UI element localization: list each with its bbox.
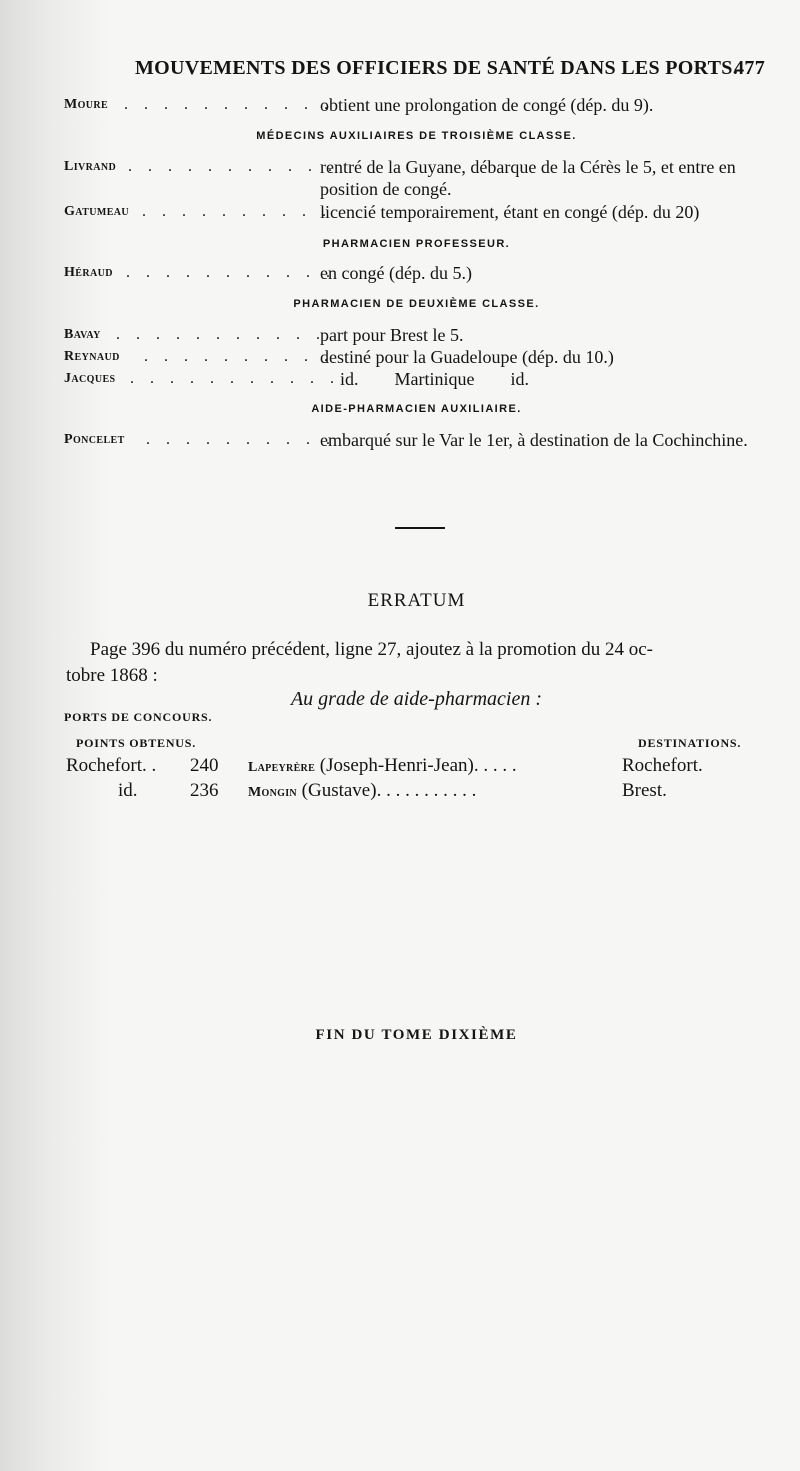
candidate-name: Lapeyrère [248, 760, 316, 775]
officer-name: Livrand [64, 159, 117, 174]
points-cell: 236 [190, 780, 219, 801]
entry-text: en congé (dép. du 5.) [320, 263, 472, 283]
leader-dots: . . . . . . . . . . . [116, 326, 326, 343]
entry-text: id. Martinique id. [340, 369, 529, 389]
page-number: 477 [734, 57, 765, 79]
candidate-given-names: (Joseph-Henri-Jean). . . . . [319, 755, 517, 776]
port-cell: Rochefort. . [66, 755, 157, 776]
officer-name: Reynaud [64, 349, 120, 364]
candidate-given-names: (Gustave). . . . . . . . . . . [301, 780, 477, 801]
entry-text: obtient une prolongation de congé (dép. du 9). [320, 95, 654, 115]
section-divider [395, 527, 445, 529]
candidate-cell [248, 755, 517, 777]
grade-heading: Au grade de aide-pharmacien : [290, 688, 543, 710]
leader-dots: . . . . . . . . . . . [128, 158, 338, 175]
leader-dots: . . . . . . . . . . [142, 203, 332, 220]
entry-text: licencié temporairement, étant en congé (dép. du 20) [320, 202, 700, 222]
entry-text: rentré de la Guyane, débarque de la Cérès le 5, et entre en position de congé. [320, 157, 736, 199]
section-heading: PHARMACIEN PROFESSEUR. [322, 238, 511, 250]
entry-text: embarqué sur le Var le 1er, à destination de la Cochinchine. [320, 430, 748, 450]
entry-text: destiné pour la Guadeloupe (dép. du 10.) [320, 347, 614, 367]
officer-name: Bavay [64, 327, 101, 342]
officer-name: Moure [64, 97, 109, 112]
erratum-paragraph [66, 637, 770, 689]
destination-cell: Brest. [622, 780, 667, 801]
column-header-ports: PORTS DE CONCOURS. [64, 710, 213, 724]
entry-text: part pour Brest le 5. [320, 325, 464, 345]
port-cell: id. [118, 780, 138, 801]
end-of-volume-note: FIN DU TOME DIXIÈME [315, 1027, 518, 1043]
leader-dots: . . . . . . . . . . . [126, 264, 336, 281]
destination-cell: Rochefort. [622, 755, 703, 776]
officer-name: Héraud [64, 265, 113, 280]
candidate-cell [248, 780, 476, 802]
officer-name: Gatumeau [64, 204, 130, 219]
section-heading: AIDE-PHARMACIEN AUXILIAIRE. [311, 403, 522, 415]
leader-dots: . . . . . . . . . . . [124, 96, 334, 113]
column-header-points: POINTS OBTENUS. [76, 736, 197, 750]
leader-dots: . . . . . . . . . . . [130, 370, 340, 387]
officer-name: Poncelet [64, 432, 125, 447]
points-cell: 240 [190, 755, 219, 776]
header-title: MOUVEMENTS DES OFFICIERS DE SANTÉ DANS LES PORTS. [135, 57, 739, 79]
erratum-title: ERRATUM [367, 590, 466, 611]
erratum-line-2: tobre 1868 : [66, 665, 158, 686]
leader-dots: . . . . . . . . . . [146, 431, 336, 448]
leader-dots: . . . . . . . . . . [144, 348, 334, 365]
candidate-name: Mongin [248, 785, 297, 800]
section-heading: MÉDECINS AUXILIAIRES DE TROISIÈME CLASSE. [256, 130, 577, 142]
column-header-destinations: DESTINATIONS. [638, 736, 742, 750]
officer-name: Jacques [64, 371, 116, 386]
erratum-line-1: Page 396 du numéro précédent, ligne 27, ajoutez à la promotion du 24 oc- [90, 639, 653, 660]
section-heading: PHARMACIEN DE DEUXIÈME CLASSE. [293, 298, 540, 310]
